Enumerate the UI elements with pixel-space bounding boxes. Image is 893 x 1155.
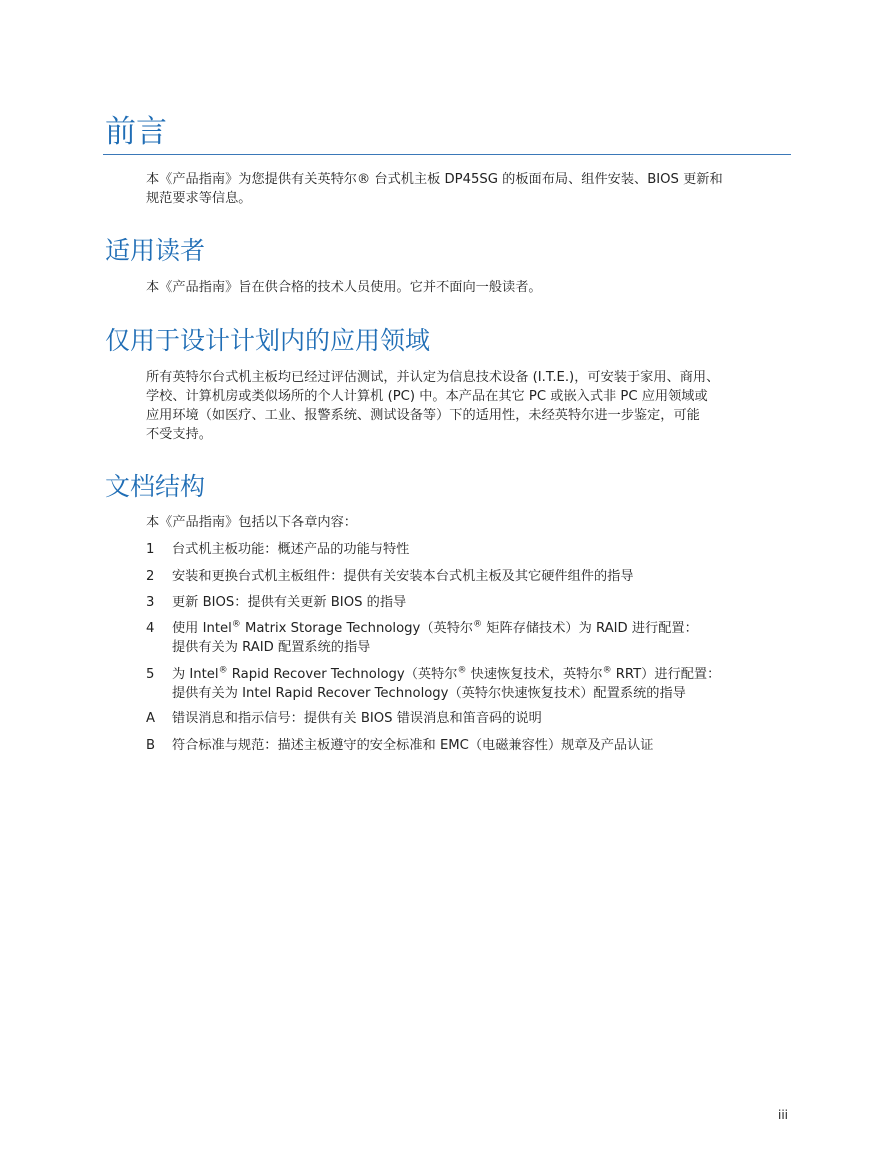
section-heading-intended-use: 仅用于设计计划内的应用领域: [105, 326, 431, 355]
title-rule: [103, 154, 791, 155]
intro-line-2: 规范要求等信息。: [146, 191, 252, 206]
chapter-text-part: 矩阵存储技术）为 RAID 进行配置：: [482, 621, 698, 636]
chapter-text-line-2: 提供有关为 RAID 配置系统的指导: [172, 640, 371, 655]
intro-line-1: 本《产品指南》为您提供有关英特尔® 台式机主板 DP45SG 的板面布局、组件安装、BIOS 更新和: [146, 172, 723, 187]
section-heading-audience: 适用读者: [105, 236, 206, 265]
chapter-text-part: 使用 Intel: [172, 621, 232, 636]
page-number: iii: [777, 1108, 788, 1122]
chapter-text-part: Matrix Storage Technology（英特尔: [240, 621, 474, 636]
page-title: 前言: [105, 114, 167, 150]
registered-mark: ®: [602, 665, 612, 676]
section-heading-structure: 文档结构: [105, 472, 206, 501]
chapter-number: 2: [146, 569, 155, 584]
chapter-description: 台式机主板功能：概述产品的功能与特性: [172, 542, 410, 557]
registered-mark: ®: [473, 619, 483, 630]
audience-line-1: 本《产品指南》旨在供合格的技术人员使用。它并不面向一般读者。: [146, 280, 542, 295]
chapter-text-part: Rapid Recover Technology（英特尔: [227, 667, 458, 682]
intro-paragraph: [146, 170, 791, 208]
intended-use-line-3: 应用环境（如医疗、工业、报警系统、测试设备等）下的适用性，未经英特尔进一步鉴定，可能: [146, 408, 700, 423]
chapter-description: 更新 BIOS：提供有关更新 BIOS 的指导: [172, 595, 407, 610]
intended-use-line-1: 所有英特尔台式机主板均已经过评估测试，并认定为信息技术设备 (I.T.E.)，可安装于家用、商用、: [146, 370, 720, 385]
chapter-number: B: [146, 738, 156, 753]
chapter-description: [172, 619, 792, 657]
intended-use-paragraph: [146, 368, 791, 444]
chapter-text-line-2: 提供有关为 Intel Rapid Recover Technology（英特尔快速恢复技术）配置系统的指导: [172, 686, 686, 701]
intended-use-line-4: 不受支持。: [146, 427, 212, 442]
chapter-number: 1: [146, 542, 155, 557]
audience-paragraph: [146, 278, 791, 297]
chapter-text-part: RRT）进行配置：: [611, 667, 721, 682]
chapter-description: 符合标准与规范：描述主板遵守的安全标准和 EMC（电磁兼容性）规章及产品认证: [172, 738, 654, 753]
structure-line-1: 本《产品指南》包括以下各章内容：: [146, 515, 357, 530]
chapter-description: [172, 665, 792, 703]
chapter-text-part: 为 Intel: [172, 667, 219, 682]
registered-mark: ®: [231, 619, 241, 630]
intended-use-line-2: 学校、计算机房或类似场所的个人计算机 (PC) 中。本产品在其它 PC 或嵌入式非 PC 应用领域或: [146, 389, 708, 404]
chapter-description: 错误消息和指示信号：提供有关 BIOS 错误消息和笛音码的说明: [172, 711, 542, 726]
chapter-description: 安装和更换台式机主板组件：提供有关安装本台式机主板及其它硬件组件的指导: [172, 569, 634, 584]
registered-mark: ®: [457, 665, 467, 676]
registered-mark: ®: [218, 665, 228, 676]
chapter-text-part: 快速恢复技术，英特尔: [466, 667, 603, 682]
chapter-number: A: [146, 711, 156, 726]
chapter-number: 4: [146, 621, 155, 636]
structure-paragraph: [146, 513, 791, 532]
chapter-number: 5: [146, 667, 155, 682]
chapter-number: 3: [146, 595, 155, 610]
